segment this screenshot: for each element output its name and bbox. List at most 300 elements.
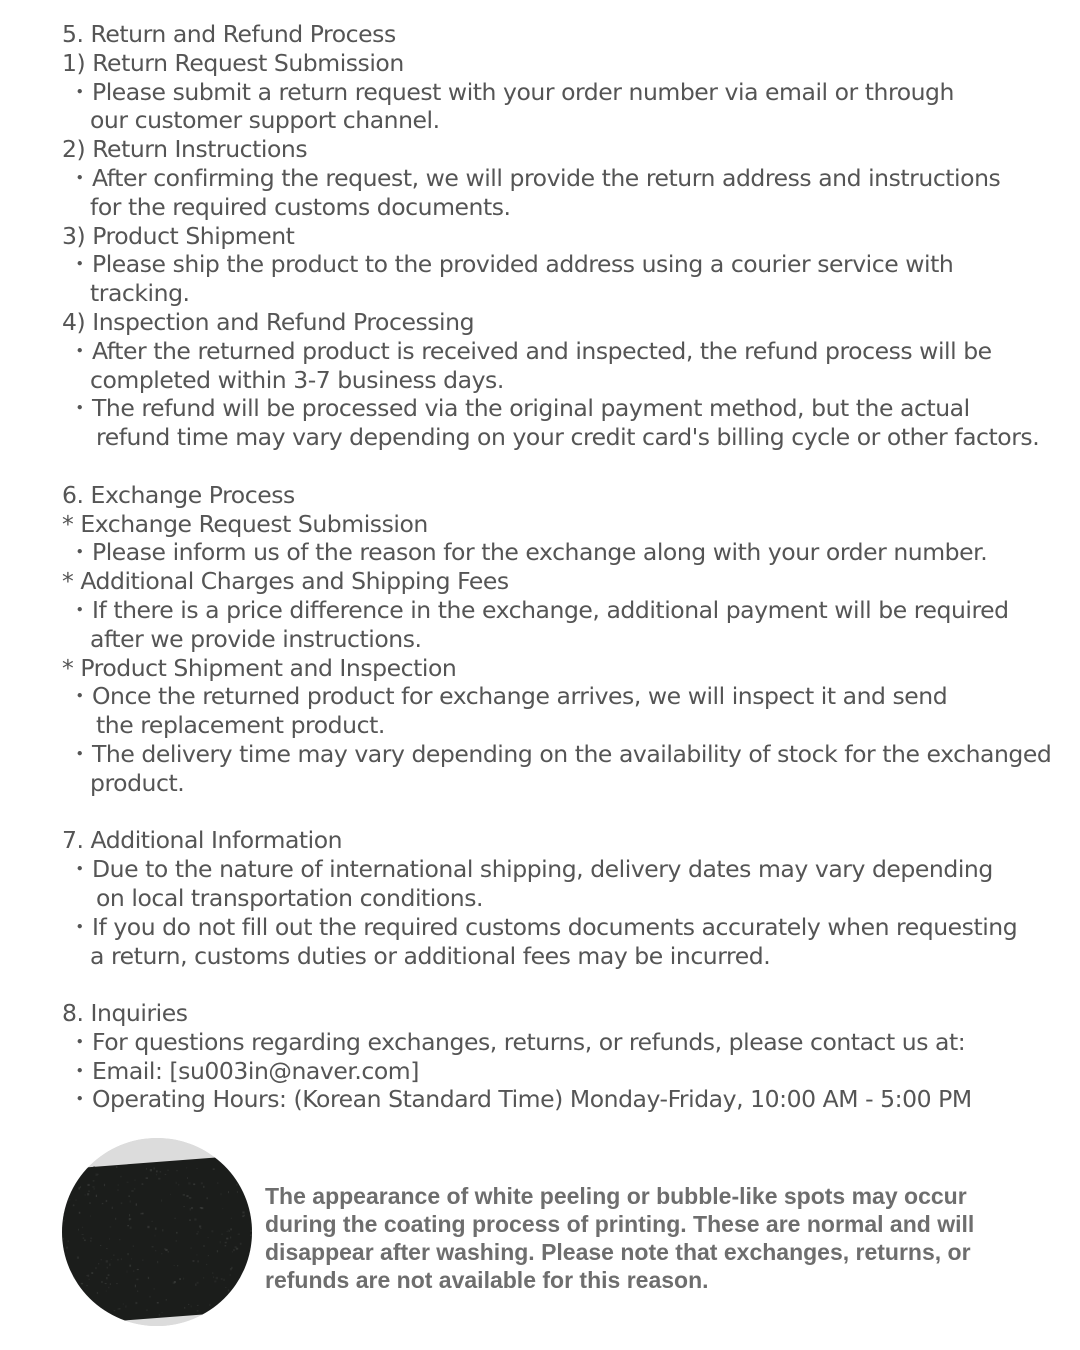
fabric-speck — [230, 1268, 232, 1270]
bullet-text: Email: [su003in@naver.com] — [92, 1056, 419, 1085]
fabric-speck — [92, 1186, 94, 1188]
fabric-speck — [194, 1219, 196, 1221]
fabric-speck — [230, 1237, 231, 1239]
fabric-speck — [89, 1203, 91, 1204]
fabric-speck — [133, 1245, 134, 1247]
bullet-continuation: the replacement product. — [96, 711, 385, 740]
fabric-speck — [197, 1305, 199, 1306]
fabric-speck — [155, 1250, 156, 1251]
fabric-speck — [71, 1281, 73, 1282]
fabric-speck — [210, 1304, 211, 1306]
fabric-speck — [90, 1215, 91, 1216]
fabric-speck — [200, 1207, 202, 1209]
fabric-speck — [191, 1248, 192, 1249]
fabric-speck — [82, 1168, 83, 1170]
section-heading: 6. Exchange Process — [62, 480, 295, 509]
fabric-speck — [127, 1271, 128, 1273]
fabric-speck — [199, 1226, 201, 1228]
notice-text — [265, 1182, 1045, 1294]
fabric-speck — [183, 1206, 184, 1207]
fabric-speck — [208, 1255, 209, 1256]
fabric-speck — [106, 1200, 108, 1202]
fabric-speck — [69, 1171, 71, 1173]
fabric-speck — [154, 1167, 155, 1169]
bullet-dot: ・ — [68, 682, 92, 711]
fabric-speck — [135, 1302, 137, 1304]
fabric-speck — [108, 1274, 110, 1275]
fabric-speck — [100, 1245, 101, 1246]
bullet-item — [62, 164, 1052, 193]
fabric-speck — [89, 1191, 90, 1193]
fabric-speck — [203, 1186, 204, 1188]
bullet-dot: ・ — [68, 855, 92, 884]
bullet-dot: ・ — [68, 394, 92, 423]
fabric-speck — [97, 1292, 98, 1294]
sub-heading: 1) Return Request Submission — [62, 48, 404, 77]
fabric-speck — [130, 1201, 131, 1203]
fabric-speck — [142, 1259, 143, 1261]
fabric-speck — [240, 1281, 241, 1283]
bullet-item — [62, 1028, 1052, 1057]
fabric-speck — [96, 1195, 97, 1197]
fabric-speck — [198, 1260, 199, 1262]
fabric-speck — [97, 1174, 99, 1175]
notice-line: refunds are not available for this reason. — [265, 1267, 709, 1293]
fabric-speck — [225, 1287, 226, 1288]
bullet-dot: ・ — [68, 250, 92, 279]
fabric-speck — [246, 1167, 248, 1169]
fabric-speck — [174, 1218, 176, 1219]
fabric-speck — [79, 1173, 81, 1175]
fabric-speck — [106, 1248, 107, 1249]
fabric-speck — [165, 1249, 167, 1251]
fabric-speck — [118, 1185, 119, 1186]
fabric-speck — [81, 1283, 83, 1284]
fabric-speck — [131, 1190, 133, 1192]
fabric-speck — [105, 1283, 107, 1284]
fabric-speck — [228, 1290, 229, 1292]
fabric-speck — [225, 1245, 227, 1246]
section-spacer — [62, 452, 1052, 481]
fabric-speck — [102, 1203, 104, 1204]
bullet-item — [62, 855, 1052, 884]
fabric-speck — [95, 1267, 96, 1269]
fabric-speck — [134, 1180, 136, 1181]
fabric-speck — [228, 1191, 229, 1193]
fabric-speck — [176, 1170, 178, 1171]
sub-heading: * Additional Charges and Shipping Fees — [62, 567, 509, 596]
fabric-speck — [129, 1265, 131, 1267]
fabric-speck — [134, 1188, 135, 1189]
fabric-speck — [250, 1265, 251, 1267]
fabric-speck — [245, 1182, 247, 1184]
fabric-speck — [217, 1183, 218, 1184]
fabric-speck — [187, 1177, 188, 1179]
fabric-speck — [86, 1168, 88, 1169]
bullet-continuation: after we provide instructions. — [90, 624, 422, 653]
fabric-speck — [79, 1212, 81, 1214]
fabric-speck — [131, 1258, 132, 1259]
fabric-speck — [84, 1240, 86, 1242]
fabric-speck — [147, 1226, 149, 1228]
bullet-item — [62, 394, 1052, 423]
fabric-speck — [76, 1199, 77, 1201]
fabric-speck — [161, 1253, 162, 1254]
fabric-speck — [114, 1255, 115, 1256]
section-spacer — [62, 970, 1052, 999]
fabric-speck — [146, 1177, 148, 1179]
fabric-speck — [115, 1218, 116, 1220]
fabric-speck — [156, 1170, 158, 1172]
fabric-speck — [135, 1285, 136, 1287]
bullet-dot: ・ — [68, 336, 92, 365]
fabric-speck — [108, 1287, 109, 1288]
fabric-speck — [129, 1214, 130, 1216]
fabric-speck — [93, 1166, 95, 1167]
fabric-speck — [173, 1265, 175, 1266]
fabric-speck — [225, 1242, 227, 1244]
fabric-speck — [221, 1278, 223, 1280]
fabric-speck — [170, 1194, 171, 1195]
fabric-speck — [90, 1240, 91, 1241]
fabric-speck — [142, 1183, 144, 1185]
section-heading: 7. Additional Information — [62, 826, 343, 855]
fabric-speck — [250, 1234, 252, 1236]
fabric-speck — [188, 1182, 190, 1184]
bullet-text: If there is a price difference in the exchange, additional payment will be required — [92, 595, 1009, 624]
fabric-speck — [78, 1175, 80, 1177]
fabric-speck — [216, 1277, 218, 1279]
section-heading: 8. Inquiries — [62, 999, 188, 1028]
fabric-speck — [83, 1238, 85, 1239]
fabric-speck — [221, 1193, 222, 1195]
fabric-speck — [133, 1270, 135, 1271]
notice-line: disappear after washing. Please note that exchanges, returns, or — [265, 1239, 971, 1265]
fabric-speck — [136, 1279, 138, 1281]
fabric-speck — [229, 1231, 230, 1232]
fabric-speck — [142, 1213, 144, 1215]
fabric-speck — [146, 1309, 147, 1311]
fabric-speck — [240, 1243, 242, 1245]
bullet-text: The delivery time may vary depending on the availability of stock for the exchanged — [92, 739, 1052, 768]
fabric-speck — [242, 1286, 244, 1287]
fabric-speck — [85, 1195, 86, 1196]
notice-line: The appearance of white peeling or bubble-like spots may occur — [265, 1183, 967, 1209]
fabric-speck — [63, 1238, 64, 1240]
fabric-speck — [248, 1259, 249, 1260]
section-spacer — [62, 798, 1052, 827]
fabric-speck — [230, 1274, 231, 1275]
bullet-continuation: refund time may vary depending on your credit card's billing cycle or other factors. — [96, 423, 1040, 452]
fabric-speck — [62, 1213, 63, 1215]
fabric-speck — [236, 1248, 238, 1250]
fabric-speck — [65, 1186, 66, 1188]
fabric-speck — [130, 1227, 132, 1229]
fabric-speck — [250, 1278, 252, 1280]
fabric-speck — [125, 1305, 126, 1307]
bullet-item — [62, 1085, 1052, 1114]
fabric-speck — [101, 1281, 103, 1283]
sub-heading: * Product Shipment and Inspection — [62, 653, 457, 682]
fabric-speck — [230, 1228, 232, 1230]
fabric-speck — [68, 1241, 70, 1243]
fabric-speck — [68, 1200, 70, 1201]
fabric-speck — [221, 1234, 223, 1235]
fabric-speck — [63, 1220, 65, 1222]
fabric-speck — [137, 1269, 139, 1270]
bullet-dot: ・ — [68, 1056, 92, 1085]
bullet-text: Due to the nature of international shipping, delivery dates may vary depending — [92, 855, 993, 884]
fabric-speck — [226, 1238, 228, 1240]
fabric-speck — [200, 1228, 201, 1229]
fabric-speck — [237, 1191, 238, 1193]
bullet-dot: ・ — [68, 163, 92, 192]
fabric-speck — [189, 1197, 191, 1198]
fabric-speck — [88, 1184, 90, 1186]
bullet-text: Please inform us of the reason for the exchange along with your order number. — [92, 538, 988, 567]
fabric-speck — [176, 1240, 177, 1242]
fabric-speck — [104, 1184, 105, 1186]
bullet-dot: ・ — [68, 739, 92, 768]
fabric-speck — [155, 1228, 157, 1230]
fabric-speck — [166, 1299, 167, 1301]
fabric-speck — [118, 1189, 119, 1190]
fabric-speck — [222, 1208, 223, 1209]
fabric-speck — [197, 1254, 198, 1255]
fabric-speck — [90, 1238, 92, 1240]
fabric-speck — [109, 1264, 110, 1266]
fabric-speck — [188, 1304, 189, 1305]
fabric-speck — [224, 1299, 226, 1301]
fabric-speck — [156, 1174, 157, 1176]
fabric-speck — [110, 1283, 111, 1285]
fabric-speck — [242, 1212, 244, 1214]
fabric-speck — [116, 1283, 118, 1284]
fabric-speck — [176, 1232, 177, 1234]
fabric-speck — [161, 1200, 162, 1202]
fabric-speck — [152, 1246, 154, 1247]
fabric-closeup-image — [62, 1138, 252, 1326]
fabric-swatch-photo — [62, 1138, 252, 1326]
fabric-speck — [148, 1277, 149, 1279]
bullet-item — [62, 682, 1052, 711]
sub-heading: 3) Product Shipment — [62, 221, 295, 250]
fabric-speck — [176, 1182, 177, 1184]
bullet-text: For questions regarding exchanges, returns, or refunds, please contact us at: — [92, 1027, 966, 1056]
fabric-speck — [209, 1311, 211, 1313]
fabric-speck — [234, 1286, 235, 1288]
fabric-speck — [191, 1207, 193, 1209]
fabric-speck — [193, 1184, 195, 1186]
bullet-text: If you do not fill out the required customs documents accurately when requesting — [92, 912, 1018, 941]
fabric-speck — [106, 1277, 107, 1279]
fabric-speck — [231, 1218, 232, 1219]
fabric-speck — [246, 1305, 248, 1307]
fabric-speck — [101, 1259, 102, 1260]
fabric-speck — [90, 1312, 91, 1314]
bullet-continuation: on local transportation conditions. — [96, 883, 484, 912]
fabric-speck — [121, 1176, 122, 1177]
fabric-speck — [118, 1309, 120, 1310]
bullet-item — [62, 78, 1052, 107]
fabric-speck — [161, 1312, 162, 1313]
fabric-speck — [191, 1305, 192, 1307]
bullet-text: Please ship the product to the provided address using a courier service with — [92, 250, 954, 279]
fabric-speck — [213, 1276, 214, 1278]
fabric-speck — [91, 1272, 93, 1274]
fabric-speck — [111, 1259, 112, 1260]
fabric-speck — [121, 1202, 123, 1204]
bullet-continuation: completed within 3-7 business days. — [90, 365, 504, 394]
bullet-continuation: tracking. — [90, 279, 190, 308]
bullet-continuation: for the required customs documents. — [90, 192, 511, 221]
fabric-speck — [184, 1307, 185, 1309]
fabric-speck — [146, 1168, 147, 1170]
bullet-item — [62, 596, 1052, 625]
fabric-speck — [68, 1171, 70, 1172]
fabric-speck — [197, 1282, 199, 1284]
bullet-item — [62, 337, 1052, 366]
fabric-speck — [109, 1238, 110, 1239]
fabric-speck — [82, 1227, 83, 1228]
fabric-speck — [207, 1237, 209, 1238]
fabric-speck — [248, 1167, 249, 1169]
bullet-item — [62, 250, 1052, 279]
fabric-speck — [241, 1179, 242, 1180]
printing-notice — [62, 1136, 1052, 1326]
fabric-speck — [195, 1284, 196, 1286]
bullet-dot: ・ — [68, 77, 92, 106]
fabric-speck — [158, 1178, 160, 1180]
fabric-speck — [150, 1169, 152, 1171]
fabric-speck — [179, 1278, 181, 1280]
fabric-speck — [121, 1258, 122, 1260]
fabric-speck — [177, 1265, 178, 1266]
fabric-speck — [223, 1279, 225, 1281]
fabric-speck — [79, 1187, 80, 1189]
bullet-text: After confirming the request, we will provide the return address and instructions — [92, 163, 1001, 192]
fabric-speck — [235, 1247, 237, 1248]
fabric-speck — [168, 1251, 169, 1252]
fabric-speck — [214, 1281, 216, 1283]
fabric-speck — [88, 1275, 90, 1277]
fabric-speck — [127, 1225, 129, 1226]
fabric-speck — [201, 1182, 203, 1184]
fabric-speck — [198, 1232, 199, 1233]
fabric-speck — [119, 1239, 120, 1240]
fabric-speck — [189, 1219, 191, 1221]
fabric-speck — [196, 1233, 198, 1234]
fabric-speck — [93, 1180, 95, 1181]
fabric-speck — [232, 1251, 233, 1252]
fabric-speck — [228, 1230, 229, 1232]
bullet-text: Operating Hours: (Korean Standard Time) Monday-Friday, 10:00 AM - 5:00 PM — [92, 1085, 972, 1114]
fabric-speck — [217, 1250, 218, 1252]
fabric-speck — [246, 1286, 248, 1287]
fabric-speck — [74, 1277, 76, 1279]
fabric-speck — [239, 1171, 241, 1173]
sub-heading: 4) Inspection and Refund Processing — [62, 307, 475, 336]
bullet-dot: ・ — [68, 538, 92, 567]
fabric-speck — [66, 1247, 68, 1249]
bullet-text: After the returned product is received and inspected, the refund process will be — [92, 336, 992, 365]
fabric-speck — [127, 1182, 129, 1183]
bullet-text: The refund will be processed via the original payment method, but the actual — [92, 394, 970, 423]
fabric-speck — [82, 1234, 84, 1235]
fabric-speck — [183, 1278, 184, 1280]
fabric-speck — [94, 1188, 95, 1189]
bullet-continuation: our customer support channel. — [90, 106, 440, 135]
fabric-speck — [87, 1193, 89, 1195]
fabric-speck — [107, 1267, 108, 1269]
fabric-speck — [206, 1264, 207, 1265]
fabric-speck — [106, 1260, 108, 1262]
fabric-speck — [233, 1249, 235, 1251]
fabric-speck — [241, 1189, 242, 1190]
fabric-speck — [159, 1314, 160, 1316]
policy-document — [62, 20, 1052, 1114]
fabric-speck — [220, 1241, 221, 1243]
bullet-text: Once the returned product for exchange arrives, we will inspect it and send — [92, 682, 948, 711]
bullet-item — [62, 913, 1052, 942]
fabric-speck — [150, 1296, 151, 1298]
bullet-dot: ・ — [68, 912, 92, 941]
fabric-speck — [162, 1229, 163, 1231]
sub-heading: * Exchange Request Submission — [62, 509, 428, 538]
fabric-speck — [89, 1279, 90, 1280]
fabric-speck — [77, 1257, 79, 1259]
fabric-speck — [129, 1218, 131, 1220]
fabric-speck — [212, 1315, 213, 1317]
fabric-speck — [116, 1166, 118, 1168]
fabric-speck — [186, 1195, 188, 1197]
fabric-speck — [167, 1170, 168, 1171]
fabric-speck — [151, 1221, 153, 1222]
section-heading: 5. Return and Refund Process — [62, 20, 396, 48]
fabric-speck — [86, 1285, 88, 1286]
fabric-speck — [80, 1186, 81, 1188]
fabric-speck — [106, 1291, 107, 1292]
fabric-speck — [98, 1263, 99, 1264]
fabric-speck — [250, 1230, 252, 1232]
fabric-speck — [136, 1203, 137, 1205]
fabric-speck — [207, 1197, 208, 1199]
fabric-speck — [197, 1310, 199, 1311]
fabric-speck — [78, 1229, 79, 1231]
notice-line: during the coating process of printing. These are normal and will — [265, 1211, 975, 1237]
fabric-speck — [196, 1168, 197, 1169]
bullet-item — [62, 1057, 1052, 1086]
bullet-continuation: product. — [90, 768, 185, 797]
fabric-speck — [73, 1205, 75, 1207]
fabric-speck — [155, 1235, 156, 1237]
bullet-dot: ・ — [68, 1085, 92, 1114]
fabric-speck — [211, 1230, 213, 1232]
fabric-speck — [123, 1303, 124, 1304]
fabric-speck — [117, 1259, 119, 1261]
fabric-speck — [249, 1206, 250, 1208]
bullet-continuation: a return, customs duties or additional fees may be incurred. — [90, 941, 771, 970]
fabric-speck — [157, 1261, 158, 1263]
fabric-speck — [186, 1167, 187, 1168]
bullet-item — [62, 740, 1052, 769]
fabric-speck — [193, 1260, 195, 1261]
fabric-speck — [190, 1208, 191, 1210]
fabric-speck — [154, 1289, 155, 1290]
bullet-item — [62, 538, 1052, 567]
fabric-speck — [212, 1272, 213, 1274]
fabric-speck — [137, 1291, 138, 1292]
